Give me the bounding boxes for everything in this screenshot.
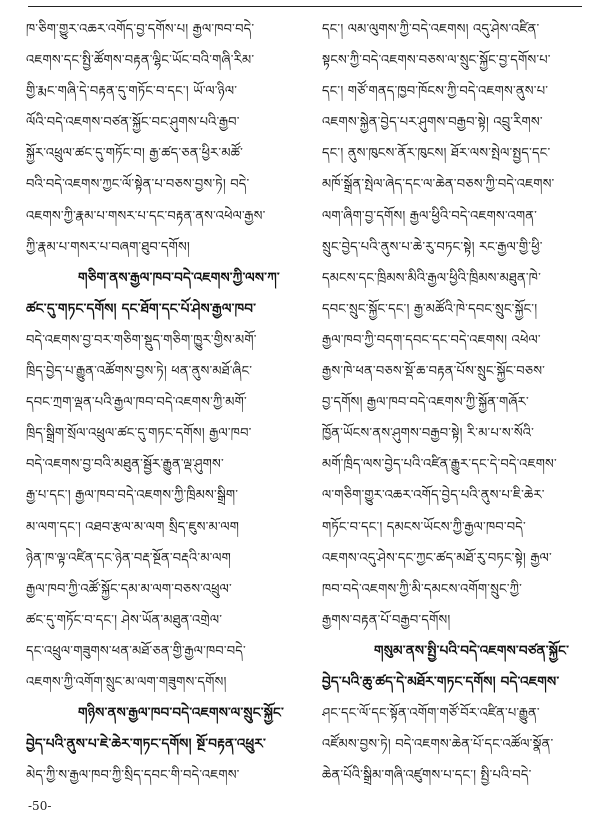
text-line: འཇགས་སྐྱེན་བྱེད་པར་ཤུགས་བརྒྱབ་སྟེ། འབྲུ་རིགས་ [322,115,543,131]
text-line: བྱ་དགོས། རྒྱལ་ཁབ་བདེ་འཇགས་ཀྱི་སྐྱོན་གཞོར་ [322,395,529,411]
text-line: ཤང་དང་ལོ་དང་སྟོན་འགོག་གཙོ་བོར་འཛིན་པ་རྒྱུན་ [322,706,540,722]
text-line: འཇགས་དང་སྤྱི་ཚོགས་བརྟན་ལྷིང་ཡོང་བའི་གཞི་རིམ་ [26,53,255,69]
section-heading-line: བྱེད་པའི་ཆུ་ཚད་དེ་མཐོར་གཏང་དགོས། བདེ་འཇགས་ [322,673,560,690]
text-line: སྲུང་བྱེད་པའི་ནུས་པ་ཆེ་རུ་བཏང་སྟེ། རང་རྒྱལ་གྱི་ཕྱི་ [322,239,543,255]
section-heading-line: བྱེད་པའི་ནུས་པ་ཇེ་ཆེར་གཏང་དགོས། སྔོ་བརྟན་འཕྲུར་ [26,736,267,753]
text-line: གྱི་རྨང་གཞི་དེ་བརྟན་དུ་གཏོང་བ་དང་། ཡོ་ལ་ཉིལ་ [26,84,238,100]
text-line: རྒྱས་ཁེ་ཕན་བཅས་སྡོ་ཆ་བརྟན་པོས་སྲུང་སྐྱོང་བཅས་ [322,364,546,380]
text-line: དང་། ལམ་ལུགས་ཀྱི་བདེ་འཇགས། འདུ་ཤེས་འཛིན་ [322,22,540,37]
section-heading-line: གཅིག་ནས་རྒྱལ་ཁབ་བདེ་འཇགས་ཀྱི་ལས་ཀ་ [78,269,280,286]
section-heading-line: གཉིས་ནས་རྒྱལ་ཁབ་བདེ་འཇགས་ལ་སྲུང་སྐྱོང་ [78,705,285,722]
text-line: ཁ་ཅིག་གྱུར་འཆར་འགོད་བྱ་དགོས་པ། རྒྱལ་ཁབ་བདེ་ [26,22,255,37]
section-heading-line: ཚང་དུ་གཏང་དགོས། དང་ཐོག་དང་པོ་ཤེས་རྒྱལ་ཁབ་ [26,300,257,317]
top-rule [28,6,582,7]
text-line: འཇགས་ཀྱི་འགོག་སྲུང་མ་ལག་གཟུགས་དགོས། [26,674,227,690]
text-line: བདེ་འཇགས་བྱ་བར་གཅིག་སྡུད་གཅིག་ཁྱུར་གྱིས་མགོ་ [26,332,257,348]
text-line: འཇགས་འདུ་ཤེས་དང་ཀྱང་ཚད་མཐོ་རུ་བཏང་སྟེ། རྒྱལ་ [322,550,552,566]
text-line: དང་འཕྲུལ་གཟུགས་ཕན་མཐོ་ཅན་གྱི་རྒྱལ་ཁབ་བདེ་ [26,643,246,659]
text-line: བའི་བདེ་འཇགས་ཀྱང་ལོ་སྟེན་པ་བཅས་བྱས་ཏེ། བདེ་ [26,177,250,193]
text-line: ལོའི་བདེ་འཇགས་བཙན་སྐྱོང་བང་ཤུགས་པའི་རྒྱབ་ [26,115,240,131]
text-line: སྐྱོར་འཕྲུལ་ཚང་དུ་གཏོང་བ། རྒྱ་ཚད་ཅན་ཕྱིར་མཚོ་ [26,146,244,162]
text-line: ཁྱོན་ཡོངས་ནས་ཤུགས་བརྒྱབ་སྟེ། རི་མ་པ་ས་སོའི་ [322,426,535,442]
text-line: ཚང་དུ་གཏོང་བ་དང་། ཤེས་ཡོན་མཐུན་འགྲེལ་ [26,612,223,628]
text-line: དང་། ནུས་ཁུངས་ནོར་ཁུངས། ཐོར་ལས་སྤེལ་སྤྱད་དང་ [322,146,551,162]
text-line: རྒྱལ་ཁབ་ཀྱི་བདག་དབང་དང་བདེ་འཇགས། འཕེལ་ [322,332,541,348]
text-line: སྟངས་ཀྱི་བདེ་འཇགས་བཅས་ལ་སྲུང་སྐྱོང་བྱ་དགོས་པ་ [322,53,551,69]
page-number: -50- [28,799,52,813]
left-column [26,14,294,791]
text-line: ཁྲིད་བྱེད་པ་རྒྱུན་འཚོགས་བྱས་ཏེ། ཕན་ནུས་མཐོ་ཞིང་ [26,364,253,380]
text-line: མེད་ཀྱི་ས་རྒྱལ་ཁབ་ཀྱི་སྲིད་དབང་གི་བདེ་འཇགས་ [26,768,240,784]
text-line: རྒྱགས་བརྟན་པོ་བརྒྱབ་དགོས། [322,612,451,628]
text-line: དང་། གཙོ་གནད་ཁྱབ་ཁོངས་ཀྱི་བདེ་འཇགས་ནུས་པ་ [322,84,549,100]
text-line: ཉེན་ཁ་ལྟ་འཛིན་དང་ཉེན་བརྡ་སྔོན་བརྡའི་མ་ལག [26,550,231,566]
text-line: འཇགས་ཀྱི་རྣམ་པ་གསར་པ་དང་བརྟན་ནས་འཕེལ་རྒྱས་ [26,208,266,224]
section-heading-line: གསུམ་ནས་སྤྱི་པའི་བདེ་འཇགས་བཙན་སྐྱོང་ [374,642,570,659]
text-line: ཁབ་བདེ་འཇགས་ཀྱི་མི་དམངས་འགོག་སྲུང་ཀྱི་ [322,581,523,597]
text-line: ལག་ཞིག་བྱ་དགོས། རྒྱལ་ཕྱིའི་བདེ་འཇགས་འགན་ [322,208,538,224]
text-line: དམངས་དང་ཁྲིམས་མིའི་རྒྱལ་ཕྱིའི་ཁྲིམས་མཐུན་ཁེ་ [322,270,541,286]
text-line: ཆེན་པོའི་སྒྲིམ་གཞི་འཛུགས་པ་དང་། སྤྱི་པའི་བདེ་ [322,768,532,784]
text-line: གཏོང་བ་དང་། དམངས་ཡོངས་ཀྱི་རྒྱལ་ཁབ་བདེ་ [322,519,526,535]
text-line: རྒྱལ་ཁབ་ཀྱི་འཚོ་སྐྱོང་དམ་མ་ལག་བཅས་འཕྲུལ་ [26,581,232,597]
right-column [322,14,590,791]
text-line: མགོ་ཁྲིད་ལས་བྱེད་པའི་འཛིན་རྒྱུར་དང་དེ་བདེ་འཇགས་ [322,457,557,473]
text-line: མཁོ་སྒྲོན་སྤེལ་ཞེད་དང་ལ་ཆེན་བཅས་ཀྱི་བདེ་འཇགས་ [322,177,555,193]
text-line: ཁྲིད་སྒྲིག་སྲོལ་འཕྲུལ་ཚང་དུ་གཏང་དགོས། རྒྱལ་ཁབ་ [26,426,252,442]
text-line: དབང་ཀྲག་ལྡན་པའི་རྒྱལ་ཁབ་བདེ་འཇགས་ཀྱི་མགོ་ [26,395,247,411]
text-line: བདེ་འཇགས་བྱ་བའི་མཐུན་སྦྱོར་རྒྱུན་ལྡ་ཤུགས་ [26,457,224,473]
text-line: ཀྱི་རྣམ་པ་གསར་པ་བཞག་ཐུབ་དགོས། [26,239,191,255]
text-line: དབང་སྲུང་སྐྱོང་དང་། རྒྱ་མཚོའི་ཁེ་དབང་སྲུང་སྐྱོང་། [322,301,538,317]
text-line: ལ་གཅིག་གྱུར་འཆར་འགོད་བྱེད་པའི་ནུས་པ་ཇི་ཆེར་ [322,488,545,504]
text-line: རྒྱ་པ་དང་། རྒྱལ་ཁབ་བདེ་འཇགས་ཀྱི་ཁྲིམས་སྒྲིག་ [26,488,239,504]
text-line: འཛོམས་བྱས་ཏེ། བདེ་འཇགས་ཆེན་པོ་དང་འཚོལ་སྣོན་ [322,737,554,753]
text-line: མ་ལག་དང་། འཐབ་རྩལ་མ་ལག སྲིད་ཇུས་མ་ལག [26,519,240,535]
